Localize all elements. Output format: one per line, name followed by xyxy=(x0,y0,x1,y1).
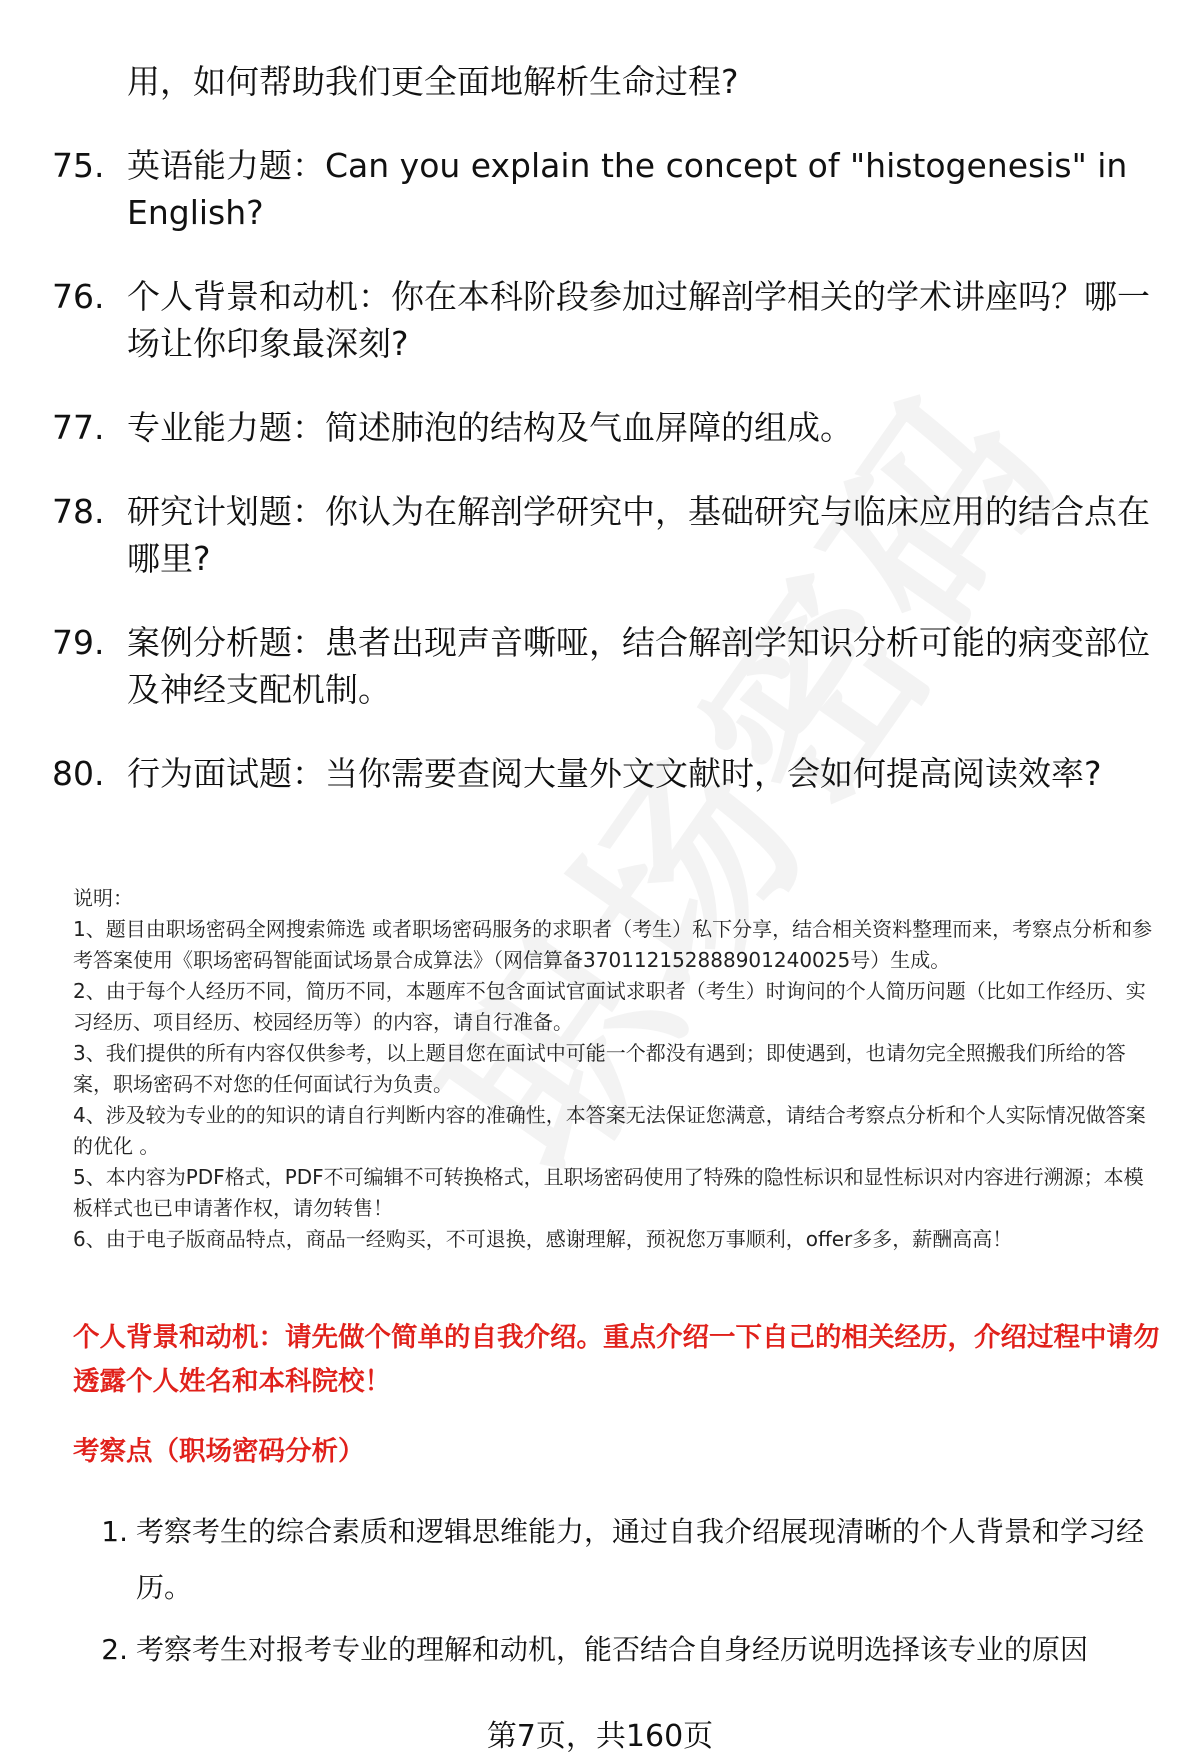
question-item xyxy=(52,404,1152,451)
point-number: 2. xyxy=(101,1633,128,1666)
point-text: 考察考生的综合素质和逻辑思维能力，通过自我介绍展现清晰的个人背景和学习经历。 xyxy=(136,1515,1145,1604)
note-line: 2、由于每个人经历不同，简历不同，本题库不包含面试官面试求职者（考生）时询问的个人简历问题（比如工作经历、实习经历、项目经历、校园经历等）的内容，请自行准备。 xyxy=(73,979,1146,1034)
featured-question: 个人背景和动机：请先做个简单的自我介绍。重点介绍一下自己的相关经历，介绍过程中请勿透露个人姓名和本科院校！ xyxy=(73,1322,1160,1397)
note-line: 3、我们提供的所有内容仅供参考，以上题目您在面试中可能一个都没有遇到；即使遇到，也请勿完全照搬我们所给的答案，职场密码不对您的任何面试行为负责。 xyxy=(73,1041,1126,1096)
analysis-point xyxy=(73,1504,1153,1616)
note-line: 4、涉及较为专业的的知识的请自行判断内容的准确性，本答案无法保证您满意，请结合考察点分析和个人实际情况做答案的优化 。 xyxy=(73,1103,1146,1158)
note-line: 6、由于电子版商品特点，商品一经购买，不可退换，感谢理解，预祝您万事顺利，offer多多，薪酬高高！ xyxy=(73,1227,1013,1251)
question-item xyxy=(52,750,1152,797)
question-text: 案例分析题：患者出现声音嘶哑，结合解剖学知识分析可能的病变部位及神经支配机制。 xyxy=(127,623,1150,709)
question-text: 个人背景和动机：你在本科阶段参加过解剖学相关的学术讲座吗？哪一场让你印象最深刻? xyxy=(127,277,1150,363)
question-item xyxy=(52,488,1152,582)
question-item xyxy=(52,273,1152,367)
note-line: 5、本内容为PDF格式，PDF不可编辑不可转换格式，且职场密码使用了特殊的隐性标识和显性标识对内容进行溯源；本模板样式也已申请著作权，请勿转售！ xyxy=(73,1165,1144,1220)
analysis-point xyxy=(73,1622,1153,1678)
analysis-section-title: 考察点（职场密码分析） xyxy=(73,1436,365,1467)
point-text: 考察考生对报考专业的理解和动机，能否结合自身经历说明选择该专业的原因 xyxy=(136,1633,1089,1666)
notes-section xyxy=(73,883,1163,1255)
question-text: 英语能力题：Can you explain the concept of "histogenesis" in English? xyxy=(127,146,1128,232)
question-number: 76. xyxy=(52,277,105,316)
analysis-points xyxy=(73,1504,1153,1684)
page-footer: 第7页，共160页 xyxy=(486,1719,714,1754)
question-number: 77. xyxy=(52,408,105,447)
question-text: 行为面试题：当你需要查阅大量外文文献时，会如何提高阅读效率? xyxy=(127,754,1102,793)
question-continuation: 用，如何帮助我们更全面地解析生命过程? xyxy=(127,62,739,101)
question-number: 78. xyxy=(52,492,105,531)
question-number: 80. xyxy=(52,754,105,793)
notes-heading: 说明： xyxy=(73,886,133,910)
question-item xyxy=(52,142,1152,236)
question-number: 79. xyxy=(52,623,105,662)
point-number: 1. xyxy=(101,1515,128,1548)
question-text: 研究计划题：你认为在解剖学研究中，基础研究与临床应用的结合点在哪里? xyxy=(127,492,1150,578)
question-list xyxy=(52,58,1152,797)
question-text: 专业能力题：简述肺泡的结构及气血屏障的组成。 xyxy=(127,408,853,447)
question-item xyxy=(52,619,1152,713)
question-number: 75. xyxy=(52,146,105,185)
note-line: 1、题目由职场密码全网搜索筛选 或者职场密码服务的求职者（考生）私下分享，结合相关资料整理而来，考察点分析和参考答案使用《职场密码智能面试场景合成算法》（网信算备370112152888901240025号）生成。 xyxy=(73,917,1153,972)
